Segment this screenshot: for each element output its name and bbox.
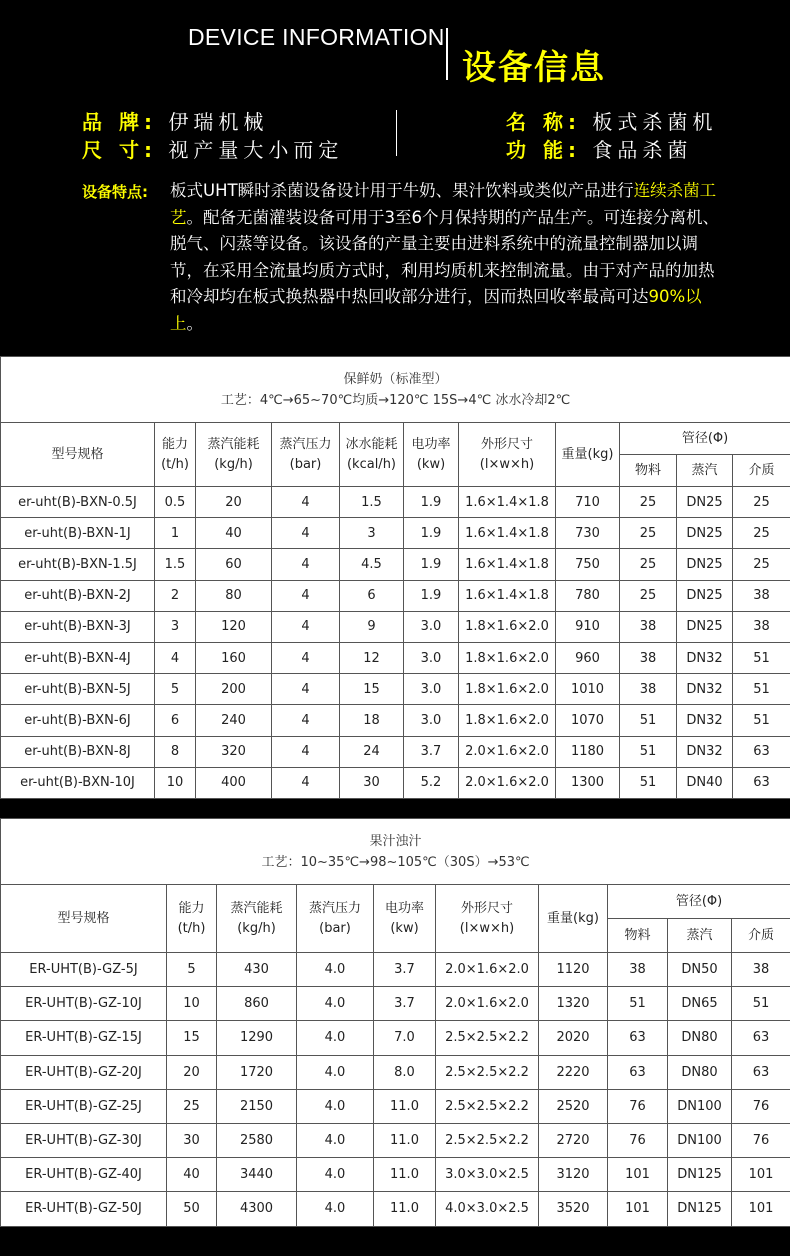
table-cell: 4.5 [340, 549, 404, 580]
table-cell: 101 [608, 1158, 668, 1192]
table-cell: 3.7 [404, 736, 459, 767]
table-cell: 11.0 [374, 1089, 436, 1123]
table-cell: 1290 [217, 1021, 297, 1055]
model-cell: ER-UHT(B)-GZ-25J [1, 1089, 167, 1123]
table-cell: 4 [272, 642, 340, 673]
model-cell: ER-UHT(B)-GZ-20J [1, 1055, 167, 1089]
table-cell: 9 [340, 611, 404, 642]
model-cell: er-uht(B)-BXN-1J [1, 518, 155, 549]
table1-body [1, 487, 790, 799]
table-row [1, 1089, 790, 1123]
brand-line [82, 106, 268, 135]
table2-header-dims: 外形尺寸(l×w×h) [436, 885, 539, 953]
table-cell: 18 [340, 705, 404, 736]
table-cell: 3440 [217, 1158, 297, 1192]
features-text [170, 178, 730, 337]
table1-caption-title: 保鲜奶（标准型） [343, 371, 448, 387]
table2-caption-title: 果汁浊汁 [369, 833, 422, 849]
table-cell: 1010 [556, 674, 620, 705]
table-cell: 910 [556, 611, 620, 642]
table-row [1, 736, 790, 767]
table-cell: 710 [556, 487, 620, 518]
table-row [1, 674, 790, 705]
table-cell: 750 [556, 549, 620, 580]
model-cell: er-uht(B)-BXN-4J [1, 642, 155, 673]
table-cell: 10 [155, 767, 196, 798]
table-cell: DN50 [668, 953, 732, 987]
table-cell: 860 [217, 987, 297, 1021]
table-row [1, 580, 790, 611]
table-cell: 1.9 [404, 580, 459, 611]
table-cell: 25 [733, 549, 790, 580]
table-cell: 76 [608, 1123, 668, 1157]
table-cell: 120 [196, 611, 272, 642]
table-cell: 3 [340, 518, 404, 549]
table-cell: 24 [340, 736, 404, 767]
table-cell: DN25 [677, 611, 733, 642]
table-cell: 960 [556, 642, 620, 673]
table-cell: 38 [733, 611, 790, 642]
table-cell: 5 [167, 953, 217, 987]
name-value: 板式杀菌机 [592, 110, 718, 134]
table-cell: DN25 [677, 549, 733, 580]
table-cell: 101 [608, 1192, 668, 1226]
table1-header-pipe-material: 物料 [620, 455, 677, 487]
title-divider [446, 28, 448, 80]
table-row [1, 987, 790, 1021]
table-cell: 1.9 [404, 549, 459, 580]
table1-header-model: 型号规格 [1, 423, 155, 487]
table-cell: 1.9 [404, 518, 459, 549]
table-cell: 15 [167, 1021, 217, 1055]
table2-header-power: 电功率(kw) [374, 885, 436, 953]
table-cell: DN100 [668, 1089, 732, 1123]
table1-header-dims: 外形尺寸(l×w×h) [459, 423, 556, 487]
title-chinese: 设备信息 [462, 48, 606, 88]
table-row [1, 642, 790, 673]
table-cell: 38 [620, 611, 677, 642]
table-cell: 51 [733, 705, 790, 736]
table-cell: 4.0 [297, 987, 374, 1021]
table1-header-weight: 重量(kg) [556, 423, 620, 487]
table-cell: 4.0 [297, 1123, 374, 1157]
model-cell: er-uht(B)-BXN-8J [1, 736, 155, 767]
model-cell: ER-UHT(B)-GZ-30J [1, 1123, 167, 1157]
function-line [506, 134, 692, 163]
table-row [1, 518, 790, 549]
table-cell: 1.8×1.6×2.0 [459, 642, 556, 673]
table2-caption-process: 工艺：10~35℃→98~105℃（30S）→53℃ [261, 854, 530, 870]
table-cell: 3.0 [404, 642, 459, 673]
table-cell: 4 [272, 705, 340, 736]
table-cell: 1.9 [404, 487, 459, 518]
table-cell: 2.0×1.6×2.0 [436, 987, 539, 1021]
table-row [1, 549, 790, 580]
meta-divider [396, 110, 397, 156]
table-cell: 51 [620, 736, 677, 767]
features-part-1: 板式UHT瞬时杀菌设备设计用于牛奶、果汁饮料或类似产品进行 [170, 181, 634, 200]
table-cell: DN80 [668, 1055, 732, 1089]
table-cell: 1.6×1.4×1.8 [459, 580, 556, 611]
name-label: 名 称: [506, 110, 581, 134]
table-row [1, 611, 790, 642]
table-cell: DN32 [677, 642, 733, 673]
table-cell: 1180 [556, 736, 620, 767]
table-cell: 2.0×1.6×2.0 [436, 953, 539, 987]
table-cell: 30 [167, 1123, 217, 1157]
table-row [1, 705, 790, 736]
table2-header-capacity: 能力(t/h) [167, 885, 217, 953]
features-highlight-2: 90%以上 [170, 287, 702, 333]
table-cell: 4 [272, 611, 340, 642]
table-cell: 1070 [556, 705, 620, 736]
table-cell: 15 [340, 674, 404, 705]
table-cell: 60 [196, 549, 272, 580]
table-cell: DN100 [668, 1123, 732, 1157]
table-cell: 51 [608, 987, 668, 1021]
table-cell: 63 [733, 767, 790, 798]
title-english: DEVICE INFORMATION [188, 24, 445, 50]
table-cell: 40 [167, 1158, 217, 1192]
model-cell: er-uht(B)-BXN-5J [1, 674, 155, 705]
table-cell: 25 [620, 487, 677, 518]
table2-header-pipe-material: 物料 [608, 919, 668, 953]
table-cell: DN25 [677, 487, 733, 518]
model-cell: er-uht(B)-BXN-3J [1, 611, 155, 642]
model-cell: er-uht(B)-BXN-6J [1, 705, 155, 736]
table1-header-pressure: 蒸汽压力(bar) [272, 423, 340, 487]
table-cell: 4 [272, 518, 340, 549]
features-part-2: 。配备无菌灌装设备可用于3至6个月保持期的产品生产。可连接分离机、脱气、闪蒸等设备。该设备的产量主要由进料系统中的流量控制器加以调节，在采用全流量均质方式时，利用均质机来控制流量。由于对产品的加热和冷却均在板式换热器中热回收部分进行，因而热回收率最高可达 [170, 207, 719, 306]
fresh-milk-spec-table [0, 356, 790, 799]
table-cell: 3 [155, 611, 196, 642]
table-cell: 6 [155, 705, 196, 736]
table-cell: 2.0×1.6×2.0 [459, 767, 556, 798]
table1-caption-process: 工艺：4℃→65~70℃均质→120℃ 15S→4℃ 冰水冷却2℃ [220, 392, 571, 408]
table-cell: 1300 [556, 767, 620, 798]
table1-header-power: 电功率(kw) [404, 423, 459, 487]
table-cell: 430 [217, 953, 297, 987]
table2-header-weight: 重量(kg) [539, 885, 608, 953]
table-cell: 3.0 [404, 674, 459, 705]
model-cell: er-uht(B)-BXN-0.5J [1, 487, 155, 518]
table-cell: 4 [272, 767, 340, 798]
table-row [1, 1021, 790, 1055]
name-line [506, 106, 717, 135]
table-cell: DN125 [668, 1158, 732, 1192]
table-cell: 2580 [217, 1123, 297, 1157]
table-cell: 25 [167, 1089, 217, 1123]
table-cell: 4.0 [297, 1055, 374, 1089]
table-cell: 4 [272, 674, 340, 705]
table-cell: 780 [556, 580, 620, 611]
table-cell: 11.0 [374, 1123, 436, 1157]
table-cell: 2520 [539, 1089, 608, 1123]
table-cell: 101 [732, 1158, 790, 1192]
table-cell: 4.0×3.0×2.5 [436, 1192, 539, 1226]
table-cell: 4 [272, 487, 340, 518]
table-cell: 2 [155, 580, 196, 611]
table2-header-pipe: 管径(Φ) [608, 885, 790, 919]
table2-header-pressure: 蒸汽压力(bar) [297, 885, 374, 953]
table-cell: 101 [732, 1192, 790, 1226]
table-row [1, 1192, 790, 1226]
table-cell: 1 [155, 518, 196, 549]
table-cell: DN125 [668, 1192, 732, 1226]
table-cell: 240 [196, 705, 272, 736]
table2-header-steam: 蒸汽能耗(kg/h) [217, 885, 297, 953]
model-cell: ER-UHT(B)-GZ-15J [1, 1021, 167, 1055]
table-cell: 25 [620, 549, 677, 580]
table-cell: DN32 [677, 674, 733, 705]
table-cell: 1.6×1.4×1.8 [459, 549, 556, 580]
model-cell: er-uht(B)-BXN-10J [1, 767, 155, 798]
table-cell: 63 [608, 1021, 668, 1055]
table-cell: 20 [167, 1055, 217, 1089]
table-cell: 4.0 [297, 1192, 374, 1226]
table-cell: DN32 [677, 705, 733, 736]
table-cell: 4.0 [297, 1158, 374, 1192]
table1-caption [1, 357, 790, 423]
table-cell: 5 [155, 674, 196, 705]
table-cell: DN32 [677, 736, 733, 767]
size-value: 视产量大小而定 [168, 138, 344, 162]
brand-value: 伊瑞机械 [168, 110, 269, 134]
table-cell: 8.0 [374, 1055, 436, 1089]
table-cell: 76 [732, 1089, 790, 1123]
table-row [1, 1158, 790, 1192]
table-cell: 12 [340, 642, 404, 673]
table-cell: DN40 [677, 767, 733, 798]
table-cell: 8 [155, 736, 196, 767]
function-value: 食品杀菌 [592, 138, 693, 162]
table-cell: 25 [620, 518, 677, 549]
table-cell: 38 [620, 642, 677, 673]
table-cell: 40 [196, 518, 272, 549]
table-cell: 1320 [539, 987, 608, 1021]
table-cell: 3.7 [374, 987, 436, 1021]
table-row [1, 767, 790, 798]
table-cell: 2.5×2.5×2.2 [436, 1021, 539, 1055]
table-cell: 63 [732, 1055, 790, 1089]
table-cell: 320 [196, 736, 272, 767]
model-cell: er-uht(B)-BXN-1.5J [1, 549, 155, 580]
features-highlight-1: 连续杀菌工艺 [170, 181, 717, 227]
table2-header-pipe-steam: 蒸汽 [668, 919, 732, 953]
table-cell: 25 [733, 518, 790, 549]
table-cell: 51 [620, 705, 677, 736]
table1-header-pipe-medium: 介质 [733, 455, 790, 487]
table-cell: 3.0 [404, 705, 459, 736]
features-label: 设备特点: [82, 183, 148, 201]
table-cell: 80 [196, 580, 272, 611]
table-row [1, 1055, 790, 1089]
table-cell: 25 [733, 487, 790, 518]
table1-header-pipe: 管径(Φ) [620, 423, 790, 455]
table-cell: 2.5×2.5×2.2 [436, 1055, 539, 1089]
table2-caption [1, 819, 790, 885]
table-cell: 10 [167, 987, 217, 1021]
table-cell: DN65 [668, 987, 732, 1021]
table-cell: 3520 [539, 1192, 608, 1226]
table-cell: 11.0 [374, 1192, 436, 1226]
table-cell: 4 [272, 549, 340, 580]
table-cell: 5.2 [404, 767, 459, 798]
table-cell: 25 [620, 580, 677, 611]
features-part-3: 。 [186, 313, 203, 333]
table-cell: 1720 [217, 1055, 297, 1089]
table-cell: 1.6×1.4×1.8 [459, 487, 556, 518]
table-cell: 4.0 [297, 1089, 374, 1123]
table-cell: 160 [196, 642, 272, 673]
table-cell: 2.5×2.5×2.2 [436, 1089, 539, 1123]
table-cell: 76 [732, 1123, 790, 1157]
table-cell: DN25 [677, 580, 733, 611]
table2-header-pipe-medium: 介质 [732, 919, 790, 953]
model-cell: ER-UHT(B)-GZ-10J [1, 987, 167, 1021]
table1-header-capacity: 能力(t/h) [155, 423, 196, 487]
table-cell: 38 [620, 674, 677, 705]
table-cell: 2020 [539, 1021, 608, 1055]
table-cell: 38 [732, 953, 790, 987]
table-cell: 1.8×1.6×2.0 [459, 674, 556, 705]
brand-label: 品 牌: [82, 110, 157, 134]
table-cell: 51 [732, 987, 790, 1021]
table-cell: 4.0 [297, 1021, 374, 1055]
table-cell: DN80 [668, 1021, 732, 1055]
table-cell: 38 [608, 953, 668, 987]
table-cell: 2720 [539, 1123, 608, 1157]
table-cell: 1.5 [340, 487, 404, 518]
table-cell: 38 [733, 580, 790, 611]
table-cell: 2150 [217, 1089, 297, 1123]
table-cell: DN25 [677, 518, 733, 549]
table-cell: 6 [340, 580, 404, 611]
table-cell: 51 [620, 767, 677, 798]
table-cell: 63 [608, 1055, 668, 1089]
table-cell: 30 [340, 767, 404, 798]
table-cell: 50 [167, 1192, 217, 1226]
table-cell: 1.8×1.6×2.0 [459, 611, 556, 642]
table-cell: 200 [196, 674, 272, 705]
table-cell: 1.5 [155, 549, 196, 580]
table-cell: 63 [733, 736, 790, 767]
table-cell: 1120 [539, 953, 608, 987]
table1-header-pipe-steam: 蒸汽 [677, 455, 733, 487]
table-cell: 4 [272, 580, 340, 611]
size-line [82, 134, 343, 163]
table1-header-steam: 蒸汽能耗(kg/h) [196, 423, 272, 487]
table-cell: 7.0 [374, 1021, 436, 1055]
model-cell: er-uht(B)-BXN-2J [1, 580, 155, 611]
model-cell: ER-UHT(B)-GZ-40J [1, 1158, 167, 1192]
table-row [1, 953, 790, 987]
table-cell: 4 [272, 736, 340, 767]
table-cell: 730 [556, 518, 620, 549]
table-cell: 3.7 [374, 953, 436, 987]
table-cell: 4.0 [297, 953, 374, 987]
table-cell: 2.0×1.6×2.0 [459, 736, 556, 767]
table-cell: 20 [196, 487, 272, 518]
size-label: 尺 寸: [82, 138, 157, 162]
table-cell: 0.5 [155, 487, 196, 518]
device-info-header [0, 0, 790, 356]
table-cell: 3.0 [404, 611, 459, 642]
table-cell: 2.5×2.5×2.2 [436, 1123, 539, 1157]
juice-spec-table [0, 818, 790, 1227]
table-row [1, 487, 790, 518]
table-cell: 51 [733, 642, 790, 673]
table1-header-ice: 冰水能耗(kcal/h) [340, 423, 404, 487]
table-cell: 4 [155, 642, 196, 673]
table-cell: 1.8×1.6×2.0 [459, 705, 556, 736]
table-cell: 76 [608, 1089, 668, 1123]
table2-body [1, 953, 790, 1227]
table-cell: 3.0×3.0×2.5 [436, 1158, 539, 1192]
table2-header-model: 型号规格 [1, 885, 167, 953]
table-gap [0, 800, 790, 818]
table-cell: 51 [733, 674, 790, 705]
table-cell: 1.6×1.4×1.8 [459, 518, 556, 549]
table-cell: 3120 [539, 1158, 608, 1192]
model-cell: ER-UHT(B)-GZ-50J [1, 1192, 167, 1226]
table-cell: 2220 [539, 1055, 608, 1089]
table-row [1, 1123, 790, 1157]
function-label: 功 能: [506, 138, 581, 162]
model-cell: ER-UHT(B)-GZ-5J [1, 953, 167, 987]
table-cell: 11.0 [374, 1158, 436, 1192]
table-cell: 63 [732, 1021, 790, 1055]
table-cell: 4300 [217, 1192, 297, 1226]
table-cell: 400 [196, 767, 272, 798]
